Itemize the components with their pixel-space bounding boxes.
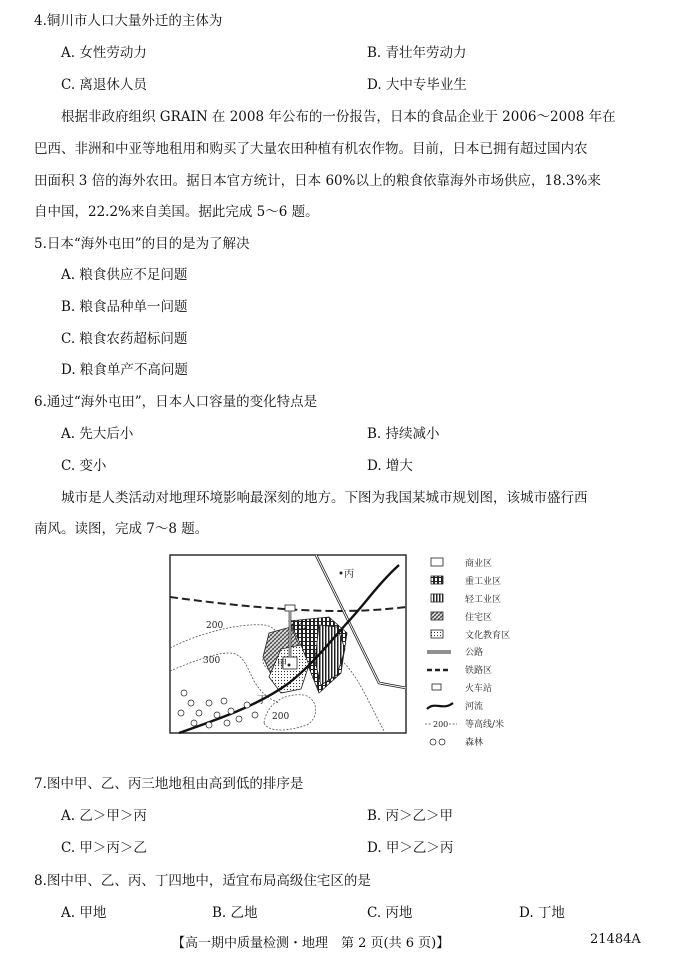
- q7-option-d: D. 甲＞乙＞丙: [367, 840, 454, 856]
- q5-option-c: C. 粮食农药超标问题: [61, 331, 188, 347]
- passage1-line-1: 根据非政府组织 GRAIN 在 2008 年公布的一份报告，日本的食品企业于 2006～2008 年在: [61, 109, 616, 125]
- legend-railway: 铁路区: [465, 666, 493, 676]
- q5-option-a: A. 粮食供应不足问题: [61, 267, 188, 283]
- q4-option-b: B. 青壮年劳动力: [367, 45, 467, 61]
- q4-stem: 4.铜川市人口大量外迁的主体为: [34, 13, 223, 29]
- place-ding: 丁: [257, 695, 267, 706]
- q8-option-d: D. 丁地: [519, 905, 565, 921]
- q4-option-d: D. 大中专毕业生: [367, 77, 467, 93]
- legend-swatch-river: [427, 703, 453, 709]
- q7-option-c: C. 甲＞丙＞乙: [61, 840, 147, 856]
- city-planning-map: [169, 553, 529, 753]
- legend-forest: 森林: [465, 738, 484, 748]
- legend-swatch-forest: [430, 739, 445, 745]
- q6-option-c: C. 变小: [61, 458, 107, 474]
- train-station: [285, 605, 295, 611]
- q6-option-a: A. 先大后小: [61, 426, 134, 442]
- legend-commercial: 商业区: [465, 559, 493, 569]
- passage2-line-1: 城市是人类活动对地理环境影响最深刻的地方。下图为我国某城市规划图，该城市盛行西: [61, 490, 588, 506]
- q8-option-b: B. 乙地: [212, 905, 258, 921]
- q7-option-b: B. 丙＞乙＞甲: [367, 808, 454, 824]
- map-legend: [425, 557, 510, 748]
- legend-highway: 公路: [465, 648, 484, 658]
- contour-label-200: 200: [206, 621, 224, 631]
- q5-stem: 5.日本“海外屯田”的目的是为了解决: [34, 236, 250, 252]
- q8-option-c: C. 丙地: [367, 905, 413, 921]
- legend-contour: 等高线/米: [465, 720, 505, 730]
- place-jia: 甲: [277, 659, 287, 670]
- q6-option-b: B. 持续减小: [367, 426, 440, 442]
- q7-option-a: A. 乙＞甲＞丙: [61, 808, 147, 824]
- passage1-line-3: 田面积 3 倍的海外农田。据日本官方统计，日本 60%以上的粮食依靠海外市场供应，18.3%来: [34, 173, 601, 189]
- q4-option-a: A. 女性劳动力: [61, 45, 147, 61]
- q8-stem: 8.图中甲、乙、丙、丁四地中，适宜布局高级住宅区的是: [34, 873, 371, 889]
- q6-option-d: D. 增大: [367, 458, 413, 474]
- legend-light-industry: 轻工业区: [465, 595, 502, 605]
- place-yi: 乙: [296, 621, 306, 632]
- passage1-line-2: 巴西、非洲和中亚等地租用和购买了大量农田种植有机农作物。目前，日本已拥有超过国内农: [34, 141, 588, 157]
- q8-option-a: A. 甲地: [61, 905, 107, 921]
- legend-swatch-light-industry: [431, 594, 443, 602]
- q4-option-c: C. 离退休人员: [61, 77, 147, 93]
- q5-option-b: B. 粮食品种单一问题: [61, 299, 188, 315]
- place-bing: 丙: [344, 569, 354, 580]
- exam-code: 21484A: [590, 932, 641, 947]
- legend-heavy-industry: 重工业区: [465, 577, 502, 587]
- legend-river: 河流: [465, 702, 484, 712]
- legend-swatch-heavy-industry: [431, 576, 443, 584]
- contour-label-300: 300: [203, 656, 221, 666]
- legend-swatch-commercial: [431, 558, 443, 566]
- legend-contour-value: 200: [433, 720, 449, 729]
- contour-label-200-lower: 200: [272, 712, 290, 722]
- q7-stem: 7.图中甲、乙、丙三地地租由高到低的排序是: [34, 776, 304, 792]
- legend-education: 文化教育区: [465, 631, 511, 641]
- legend-swatch-residential: [431, 612, 443, 620]
- passage2-line-2: 南风。读图，完成 7～8 题。: [34, 521, 209, 537]
- legend-residential: 住宅区: [465, 613, 493, 623]
- legend-swatch-station: [432, 684, 441, 690]
- q5-option-d: D. 粮食单产不高问题: [61, 362, 188, 378]
- passage1-line-4: 自中国，22.2%来自美国。据此完成 5～6 题。: [34, 204, 319, 220]
- page-footer: 【高一期中质量检测・地理 第 2 页(共 6 页)】: [172, 936, 450, 951]
- q6-stem: 6.通过“海外屯田”，日本人口容量的变化特点是: [34, 394, 318, 410]
- legend-swatch-education: [431, 630, 443, 638]
- legend-station: 火车站: [465, 684, 493, 694]
